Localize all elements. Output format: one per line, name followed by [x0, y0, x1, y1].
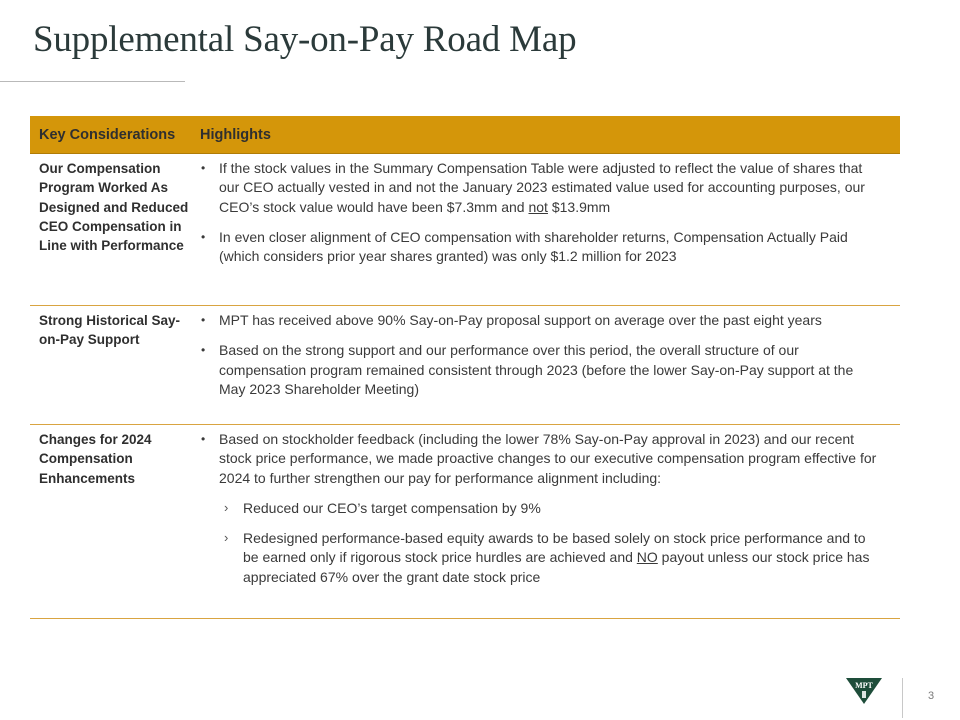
chevron-right-icon: ›	[224, 530, 229, 546]
bullet-dot-icon: •	[201, 161, 206, 175]
bullet-dot-icon: •	[201, 432, 206, 446]
page-number: 3	[928, 690, 935, 702]
chevron-right-icon: ›	[224, 499, 229, 515]
sub-bullet-text: Redesigned performance-based equity awards to be based solely on stock price performance and to be earned only if rigorous stock price hurdles are achieved and	[243, 530, 866, 566]
sub-bullet-text: payout unless our stock price has appreciated 67% over the grant date stock price	[243, 549, 870, 585]
title-divider	[0, 81, 185, 82]
sub-bullet-item	[200, 499, 882, 518]
header-key-considerations: Key Considerations	[39, 126, 176, 143]
bullet-dot-icon: •	[201, 313, 206, 327]
bullet-item	[200, 311, 882, 330]
row-highlights	[200, 154, 900, 305]
bullet-dot-icon: •	[201, 343, 206, 358]
bullet-text: Based on the strong support and our performance over this period, the overall structure of our compensation program remained consistent through 2023 (before the lower Say-on-Pay support at the May 2023 Shareholder Meeting)	[219, 342, 854, 397]
table-row	[30, 154, 900, 306]
mpt-logo-icon	[846, 677, 882, 705]
bullet-text: MPT has received above 90% Say-on-Pay proposal support on average over the past eight years	[219, 312, 822, 328]
row-key: Changes for 2024 Compensation Enhancements	[39, 432, 152, 486]
bullet-item	[200, 159, 882, 217]
logo-text: MPT	[855, 681, 873, 690]
considerations-table	[30, 116, 900, 619]
table-row	[30, 306, 900, 425]
row-key: Strong Historical Say-on-Pay Support	[39, 313, 181, 348]
bullet-emphasis: not	[528, 198, 548, 215]
header-highlights: Highlights	[200, 126, 271, 143]
bullet-text: In even closer alignment of CEO compensation with shareholder returns, Compensation Actually Paid (which considers prior year shares granted) was only $1.2 million for 2023	[219, 228, 848, 265]
sub-bullet-text: Reduced our CEO’s target compensation by 9%	[243, 499, 541, 516]
table-row	[30, 425, 900, 619]
bullet-text: Based on stockholder feedback (including the lower 78% Say-on-Pay approval in 2023) and our recent stock price performance, we made proactive changes to our executive compensation program effective for 2024 to further strengthen our pay for performance alignment including:	[219, 431, 877, 486]
bullet-item	[200, 430, 882, 488]
bullet-item	[200, 341, 882, 399]
bullet-text: $13.9mm	[547, 198, 611, 215]
sub-bullet-item	[200, 529, 882, 587]
bullet-dot-icon: •	[201, 229, 206, 244]
bullet-text: If the stock values in the Summary Compensation Table were adjusted to reflect the value of shares that our CEO actually vested in and not the January 2023 estimated value used for accounting purposes, our CEO’s stock value would have been $7.3mm and	[219, 160, 865, 215]
page-title: Supplemental Say-on-Pay Road Map	[33, 19, 577, 60]
footer-divider	[902, 678, 903, 718]
sub-bullet-emphasis: NO	[636, 549, 658, 566]
table-header	[30, 116, 900, 154]
row-highlights	[200, 425, 900, 618]
bullet-item	[200, 228, 882, 267]
row-highlights	[200, 306, 900, 424]
row-key: Our Compensation Program Worked As Designed and Reduced CEO Compensation in Line with Performance	[39, 161, 189, 254]
